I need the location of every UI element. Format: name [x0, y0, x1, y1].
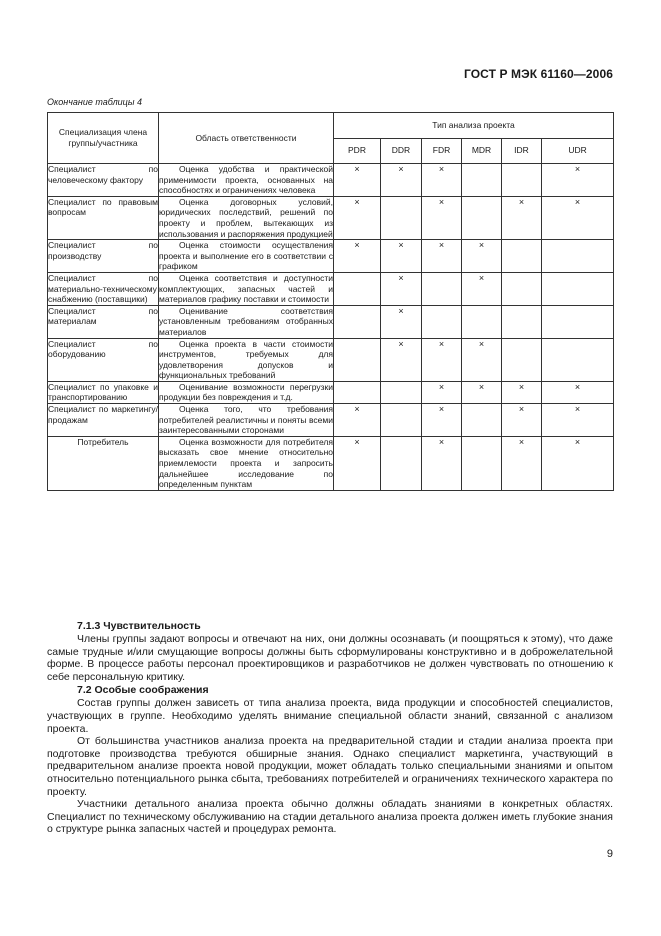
mark-cell-ddr	[381, 196, 422, 239]
mark-cell-udr: ×	[542, 196, 614, 239]
mark-cell-idr: ×	[502, 436, 542, 490]
mark-cell-udr	[542, 272, 614, 305]
table-row	[48, 436, 614, 490]
mark-cell-udr	[542, 338, 614, 381]
mark-cell-idr: ×	[502, 196, 542, 239]
table-row	[48, 272, 614, 305]
mark-cell-mdr: ×	[462, 338, 502, 381]
responsibility-cell: Оценка того, что требования потребителей реалистичны и поняты всеми заинтересованными сторонами	[159, 404, 333, 436]
mark-cell-mdr: ×	[462, 272, 502, 305]
standard-header: ГОСТ Р МЭК 61160—2006	[463, 67, 613, 81]
column-header-specialization: Специализация члена группы/участника	[48, 113, 159, 164]
mark-cell-idr	[502, 164, 542, 197]
mark-cell-fdr: ×	[422, 196, 462, 239]
table-row	[48, 381, 614, 403]
mark-cell-mdr	[462, 436, 502, 490]
column-header-mdr: MDR	[462, 138, 502, 164]
specialist-cell: Специалист по материалам	[48, 305, 159, 338]
table-row	[48, 164, 614, 197]
mark-cell-ddr: ×	[381, 164, 422, 197]
specialist-cell: Специалист по упаковке и транспортированию	[48, 381, 158, 403]
section-heading-7-2: 7.2 Особые соображения	[77, 684, 209, 697]
mark-cell-idr	[502, 272, 542, 305]
page-number: 9	[606, 848, 613, 860]
specialist-cell: Специалист по человеческому фактору	[48, 164, 159, 197]
specialist-cell: Специалист по правовым вопросам	[48, 196, 159, 239]
mark-cell-udr: ×	[542, 164, 614, 197]
table-caption: Окончание таблицы 4	[47, 97, 142, 107]
specialist-cell: Специалист по маркетингу/продажам	[48, 404, 159, 437]
mark-cell-ddr: ×	[381, 240, 422, 273]
responsibility-cell: Оценка стоимости осуществления проекта и выполнение его в соответствии с графиком	[159, 240, 333, 272]
body-text	[47, 619, 613, 836]
mark-cell-pdr: ×	[334, 196, 381, 239]
mark-cell-idr: ×	[502, 381, 542, 403]
mark-cell-pdr	[334, 272, 381, 305]
table-row	[48, 305, 614, 338]
mark-cell-ddr: ×	[381, 305, 422, 338]
paragraph: От большинства участников анализа проекта на предварительной стадии и стадии анализа проекта при подготовке производства требуются обширные знания. Однако специалист маркетинга, участвующий в предварительном анализе проекта новой продукции, может обладать только специальными знаниями и опытом относительно потенциального рынка сбыта, требованиях потребителей и ограничениях технического характера по проекту.	[47, 735, 613, 798]
column-header-review-type: Тип анализа проекта	[334, 113, 614, 139]
mark-cell-idr	[502, 338, 542, 381]
mark-cell-ddr	[381, 404, 422, 437]
column-header-responsibility: Область ответственности	[159, 113, 334, 164]
mark-cell-pdr	[334, 305, 381, 338]
section-heading-7-1-3: 7.1.3 Чувствительность	[77, 620, 201, 632]
table-row	[48, 196, 614, 239]
mark-cell-udr	[542, 305, 614, 338]
paragraph: Состав группы должен зависеть от типа анализа проекта, вида продукции и способностей специалистов, участвующих в группе. Необходимо уделять внимание специальной области знаний, связанной с анализом проекта.	[47, 697, 613, 735]
responsibility-cell: Оценка проекта в части стоимости инструментов, требуемых для удовлетворения допусков и функциональных требований	[159, 338, 333, 381]
mark-cell-pdr	[334, 338, 381, 381]
paragraph: Участники детального анализа проекта обычно должны обладать знаниями в конкретных областях. Специалист по техническому обслуживанию на стадии детального анализа проекта должен иметь глубокие знания о структуре рынка запасных частей и процедурах ремонта.	[47, 798, 613, 836]
mark-cell-pdr: ×	[334, 164, 381, 197]
mark-cell-fdr: ×	[422, 436, 462, 490]
mark-cell-pdr: ×	[334, 404, 381, 437]
column-header-idr: IDR	[502, 138, 542, 164]
mark-cell-mdr	[462, 305, 502, 338]
specialist-cell: Специалист по оборудованию	[48, 338, 159, 381]
specialist-cell: Специалист по производству	[48, 240, 159, 273]
column-header-udr: UDR	[542, 138, 614, 164]
mark-cell-udr: ×	[542, 436, 614, 490]
mark-cell-fdr: ×	[422, 338, 462, 381]
table-row	[48, 338, 614, 381]
paragraph: Члены группы задают вопросы и отвечают на них, они должны осознавать (и поощряться к этому), что даже самые трудные и/или смущающие вопросы должны быть сформулированы конструктивно и в доброжелательной форме. В процессе работы персонал проектировщиков и разработчиков не должен чувствовать по отношению к себе персональную критику.	[47, 633, 613, 683]
mark-cell-idr	[502, 305, 542, 338]
mark-cell-fdr: ×	[422, 164, 462, 197]
responsibility-cell: Оценка соответствия и доступности комплектующих, запасных частей и материалов графику поставки и стоимости	[159, 272, 333, 305]
mark-cell-mdr	[462, 164, 502, 197]
table-row	[48, 240, 614, 273]
mark-cell-ddr	[381, 381, 422, 403]
mark-cell-mdr	[462, 196, 502, 239]
mark-cell-ddr: ×	[381, 338, 422, 381]
specialist-cell: Специалист по материально-техническому снабжению (поставщики)	[48, 272, 158, 305]
table-row	[48, 404, 614, 437]
mark-cell-mdr: ×	[462, 381, 502, 403]
responsibility-cell: Оценивание соответствия установленным требованиям отобранных материалов	[159, 305, 333, 337]
mark-cell-mdr	[462, 404, 502, 437]
responsibility-cell: Оценка договорных условий, юридических последствий, решений по проекту и проблем, вытекающих из использования и распоряжения продукцией	[159, 196, 333, 239]
mark-cell-pdr: ×	[334, 436, 381, 490]
mark-cell-ddr: ×	[381, 272, 422, 305]
column-header-fdr: FDR	[422, 138, 462, 164]
mark-cell-ddr	[381, 436, 422, 490]
mark-cell-fdr: ×	[422, 404, 462, 437]
specialist-cell: Потребитель	[48, 436, 159, 490]
responsibility-cell: Оценка возможности для потребителя высказать свое мнение относительно приемлемости проекта и запросить дальнейшее исследование по определенным пунктам	[159, 436, 333, 490]
review-team-table	[47, 112, 614, 491]
mark-cell-fdr: ×	[422, 240, 462, 273]
responsibility-cell: Оценка удобства и практической применимости проекта, основанных на способностях и ограничениях человека	[159, 164, 333, 196]
mark-cell-fdr	[422, 305, 462, 338]
mark-cell-fdr	[422, 272, 462, 305]
mark-cell-pdr	[334, 381, 381, 403]
mark-cell-mdr: ×	[462, 240, 502, 273]
mark-cell-idr: ×	[502, 404, 542, 437]
column-header-ddr: DDR	[381, 138, 422, 164]
mark-cell-pdr: ×	[334, 240, 381, 273]
responsibility-cell: Оценивание возможности перегрузки продукции без повреждения и т.д.	[159, 381, 333, 403]
mark-cell-fdr: ×	[422, 381, 462, 403]
column-header-pdr: PDR	[334, 138, 381, 164]
mark-cell-idr	[502, 240, 542, 273]
mark-cell-udr: ×	[542, 404, 614, 437]
mark-cell-udr	[542, 240, 614, 273]
mark-cell-udr: ×	[542, 381, 614, 403]
